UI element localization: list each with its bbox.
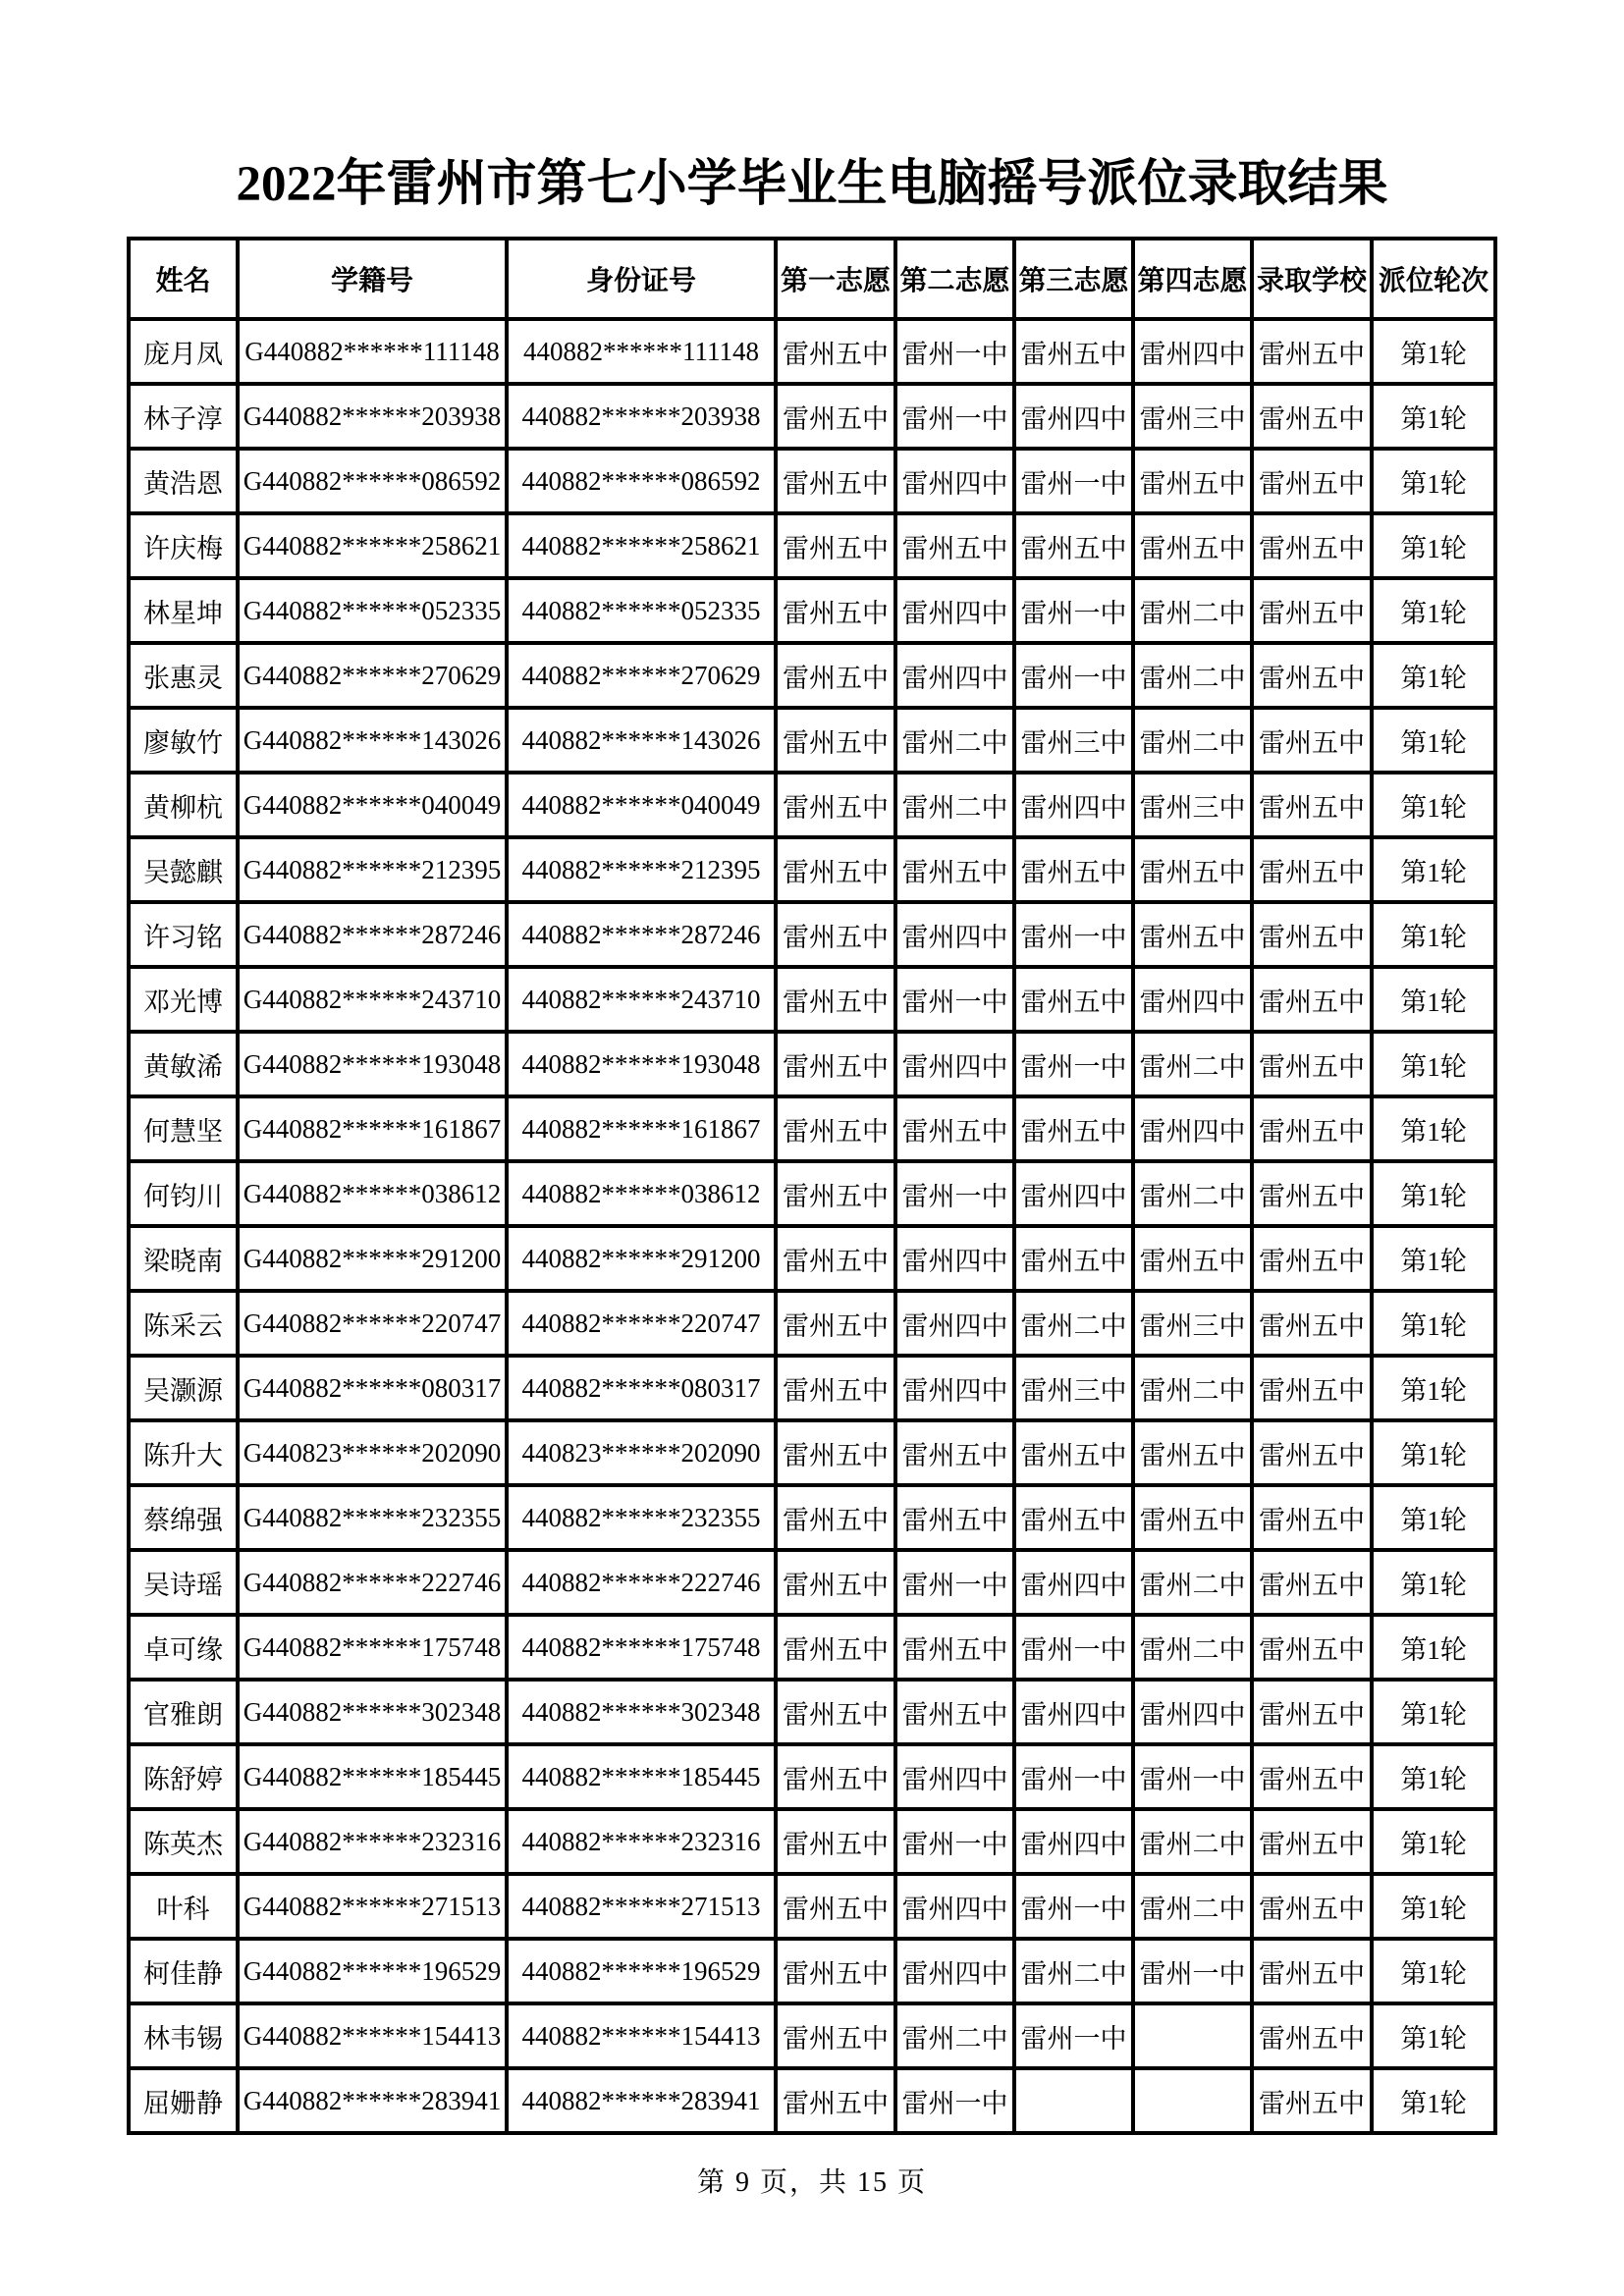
cell-id-card: 440882******143026 bbox=[507, 708, 776, 773]
table-row bbox=[129, 773, 1495, 837]
cell-choice-1: 雷州五中 bbox=[776, 1485, 895, 1550]
column-header-choice-3: 第三志愿 bbox=[1014, 239, 1133, 319]
cell-choice-4: 雷州四中 bbox=[1133, 1680, 1252, 1744]
cell-name: 陈英杰 bbox=[129, 1809, 238, 1874]
cell-choice-1: 雷州五中 bbox=[776, 643, 895, 708]
cell-choice-1: 雷州五中 bbox=[776, 1874, 895, 1939]
table-row bbox=[129, 1939, 1495, 2003]
table-row bbox=[129, 1226, 1495, 1291]
cell-student-id: G440882******283941 bbox=[238, 2068, 507, 2133]
cell-admitted-school: 雷州五中 bbox=[1252, 1032, 1372, 1096]
table-row bbox=[129, 1032, 1495, 1096]
cell-choice-3: 雷州一中 bbox=[1014, 643, 1133, 708]
cell-admitted-school: 雷州五中 bbox=[1252, 967, 1372, 1032]
cell-choice-2: 雷州五中 bbox=[895, 1096, 1014, 1161]
cell-admitted-school: 雷州五中 bbox=[1252, 2068, 1372, 2133]
cell-admitted-school: 雷州五中 bbox=[1252, 1874, 1372, 1939]
cell-id-card: 440882******193048 bbox=[507, 1032, 776, 1096]
results-table-body bbox=[129, 319, 1495, 2133]
cell-choice-1: 雷州五中 bbox=[776, 708, 895, 773]
cell-choice-3: 雷州一中 bbox=[1014, 1874, 1133, 1939]
cell-choice-1: 雷州五中 bbox=[776, 1096, 895, 1161]
cell-student-id: G440882******203938 bbox=[238, 384, 507, 449]
cell-choice-1: 雷州五中 bbox=[776, 1744, 895, 1809]
cell-choice-1: 雷州五中 bbox=[776, 1680, 895, 1744]
cell-name: 吴诗瑶 bbox=[129, 1550, 238, 1615]
cell-name: 陈采云 bbox=[129, 1291, 238, 1356]
cell-student-id: G440882******161867 bbox=[238, 1096, 507, 1161]
cell-choice-3: 雷州四中 bbox=[1014, 1680, 1133, 1744]
cell-admitted-school: 雷州五中 bbox=[1252, 643, 1372, 708]
cell-id-card: 440882******291200 bbox=[507, 1226, 776, 1291]
cell-name: 梁晓南 bbox=[129, 1226, 238, 1291]
cell-choice-2: 雷州一中 bbox=[895, 1161, 1014, 1226]
table-row bbox=[129, 1356, 1495, 1420]
page-footer: 第 9 页，共 15 页 bbox=[696, 2167, 927, 2199]
cell-choice-1: 雷州五中 bbox=[776, 513, 895, 578]
table-row bbox=[129, 2003, 1495, 2068]
cell-choice-4: 雷州二中 bbox=[1133, 643, 1252, 708]
table-row bbox=[129, 1744, 1495, 1809]
cell-choice-2: 雷州五中 bbox=[895, 1680, 1014, 1744]
cell-id-card: 440882******203938 bbox=[507, 384, 776, 449]
cell-name: 何慧坚 bbox=[129, 1096, 238, 1161]
cell-choice-1: 雷州五中 bbox=[776, 1161, 895, 1226]
table-row bbox=[129, 449, 1495, 513]
cell-choice-3: 雷州五中 bbox=[1014, 1485, 1133, 1550]
cell-choice-2: 雷州二中 bbox=[895, 708, 1014, 773]
cell-choice-4: 雷州四中 bbox=[1133, 319, 1252, 384]
cell-choice-3: 雷州五中 bbox=[1014, 1420, 1133, 1485]
cell-choice-2: 雷州四中 bbox=[895, 1744, 1014, 1809]
cell-choice-3: 雷州二中 bbox=[1014, 1291, 1133, 1356]
cell-choice-3: 雷州四中 bbox=[1014, 384, 1133, 449]
cell-placement-round: 第1轮 bbox=[1372, 1939, 1495, 2003]
cell-admitted-school: 雷州五中 bbox=[1252, 708, 1372, 773]
cell-id-card: 440882******052335 bbox=[507, 578, 776, 643]
column-header-placement-round: 派位轮次 bbox=[1372, 239, 1495, 319]
cell-choice-1: 雷州五中 bbox=[776, 1291, 895, 1356]
cell-choice-1: 雷州五中 bbox=[776, 1226, 895, 1291]
cell-choice-3: 雷州一中 bbox=[1014, 1615, 1133, 1680]
table-row bbox=[129, 1874, 1495, 1939]
table-row bbox=[129, 1809, 1495, 1874]
cell-placement-round: 第1轮 bbox=[1372, 1485, 1495, 1550]
column-header-student-id: 学籍号 bbox=[238, 239, 507, 319]
column-header-choice-4: 第四志愿 bbox=[1133, 239, 1252, 319]
cell-admitted-school: 雷州五中 bbox=[1252, 1420, 1372, 1485]
cell-student-id: G440882******080317 bbox=[238, 1356, 507, 1420]
cell-choice-4: 雷州二中 bbox=[1133, 1550, 1252, 1615]
cell-placement-round: 第1轮 bbox=[1372, 1550, 1495, 1615]
cell-id-card: 440882******212395 bbox=[507, 837, 776, 902]
cell-placement-round: 第1轮 bbox=[1372, 1420, 1495, 1485]
cell-name: 陈舒婷 bbox=[129, 1744, 238, 1809]
results-table bbox=[127, 237, 1497, 2135]
cell-id-card: 440882******080317 bbox=[507, 1356, 776, 1420]
cell-placement-round: 第1轮 bbox=[1372, 1744, 1495, 1809]
cell-placement-round: 第1轮 bbox=[1372, 2068, 1495, 2133]
cell-choice-1: 雷州五中 bbox=[776, 1420, 895, 1485]
cell-placement-round: 第1轮 bbox=[1372, 1291, 1495, 1356]
cell-id-card: 440882******287246 bbox=[507, 902, 776, 967]
cell-name: 廖敏竹 bbox=[129, 708, 238, 773]
cell-choice-1: 雷州五中 bbox=[776, 1550, 895, 1615]
cell-placement-round: 第1轮 bbox=[1372, 773, 1495, 837]
cell-choice-4: 雷州二中 bbox=[1133, 1161, 1252, 1226]
cell-id-card: 440882******220747 bbox=[507, 1291, 776, 1356]
cell-name: 张惠灵 bbox=[129, 643, 238, 708]
cell-choice-1: 雷州五中 bbox=[776, 449, 895, 513]
table-row bbox=[129, 513, 1495, 578]
cell-student-id: G440882******175748 bbox=[238, 1615, 507, 1680]
table-row bbox=[129, 578, 1495, 643]
cell-choice-2: 雷州一中 bbox=[895, 1809, 1014, 1874]
column-header-id-card: 身份证号 bbox=[507, 239, 776, 319]
table-row bbox=[129, 1420, 1495, 1485]
cell-admitted-school: 雷州五中 bbox=[1252, 449, 1372, 513]
cell-admitted-school: 雷州五中 bbox=[1252, 1680, 1372, 1744]
cell-placement-round: 第1轮 bbox=[1372, 1032, 1495, 1096]
column-header-choice-1: 第一志愿 bbox=[776, 239, 895, 319]
cell-admitted-school: 雷州五中 bbox=[1252, 837, 1372, 902]
cell-id-card: 440882******270629 bbox=[507, 643, 776, 708]
cell-student-id: G440882******154413 bbox=[238, 2003, 507, 2068]
cell-name: 黄敏浠 bbox=[129, 1032, 238, 1096]
cell-id-card: 440882******302348 bbox=[507, 1680, 776, 1744]
cell-placement-round: 第1轮 bbox=[1372, 1161, 1495, 1226]
cell-placement-round: 第1轮 bbox=[1372, 2003, 1495, 2068]
cell-choice-1: 雷州五中 bbox=[776, 1032, 895, 1096]
cell-student-id: G440882******258621 bbox=[238, 513, 507, 578]
cell-choice-1: 雷州五中 bbox=[776, 2068, 895, 2133]
cell-name: 叶科 bbox=[129, 1874, 238, 1939]
cell-admitted-school: 雷州五中 bbox=[1252, 1615, 1372, 1680]
cell-choice-2: 雷州五中 bbox=[895, 837, 1014, 902]
cell-choice-2: 雷州二中 bbox=[895, 2003, 1014, 2068]
cell-choice-1: 雷州五中 bbox=[776, 1356, 895, 1420]
cell-placement-round: 第1轮 bbox=[1372, 1226, 1495, 1291]
cell-admitted-school: 雷州五中 bbox=[1252, 2003, 1372, 2068]
column-header-admitted-school: 录取学校 bbox=[1252, 239, 1372, 319]
cell-placement-round: 第1轮 bbox=[1372, 1680, 1495, 1744]
table-row bbox=[129, 2068, 1495, 2133]
cell-choice-4: 雷州一中 bbox=[1133, 1744, 1252, 1809]
cell-student-id: G440882******220747 bbox=[238, 1291, 507, 1356]
cell-id-card: 440882******161867 bbox=[507, 1096, 776, 1161]
cell-admitted-school: 雷州五中 bbox=[1252, 319, 1372, 384]
cell-student-id: G440882******287246 bbox=[238, 902, 507, 967]
cell-student-id: G440882******040049 bbox=[238, 773, 507, 837]
cell-choice-4: 雷州一中 bbox=[1133, 1939, 1252, 2003]
table-row bbox=[129, 902, 1495, 967]
cell-choice-4: 雷州四中 bbox=[1133, 1096, 1252, 1161]
cell-name: 屈姗静 bbox=[129, 2068, 238, 2133]
cell-placement-round: 第1轮 bbox=[1372, 643, 1495, 708]
cell-choice-3: 雷州一中 bbox=[1014, 1744, 1133, 1809]
cell-choice-2: 雷州一中 bbox=[895, 384, 1014, 449]
cell-choice-1: 雷州五中 bbox=[776, 967, 895, 1032]
cell-choice-3 bbox=[1014, 2068, 1133, 2133]
cell-choice-3: 雷州三中 bbox=[1014, 1356, 1133, 1420]
cell-name: 黄柳杭 bbox=[129, 773, 238, 837]
cell-choice-4: 雷州五中 bbox=[1133, 1226, 1252, 1291]
cell-choice-3: 雷州五中 bbox=[1014, 967, 1133, 1032]
cell-id-card: 440882******175748 bbox=[507, 1615, 776, 1680]
cell-choice-3: 雷州一中 bbox=[1014, 1032, 1133, 1096]
cell-id-card: 440882******271513 bbox=[507, 1874, 776, 1939]
cell-name: 庞月凤 bbox=[129, 319, 238, 384]
cell-id-card: 440882******283941 bbox=[507, 2068, 776, 2133]
cell-student-id: G440882******196529 bbox=[238, 1939, 507, 2003]
cell-student-id: G440882******111148 bbox=[238, 319, 507, 384]
cell-admitted-school: 雷州五中 bbox=[1252, 1226, 1372, 1291]
column-header-choice-2: 第二志愿 bbox=[895, 239, 1014, 319]
column-header-name: 姓名 bbox=[129, 239, 238, 319]
cell-name: 许庆梅 bbox=[129, 513, 238, 578]
cell-placement-round: 第1轮 bbox=[1372, 449, 1495, 513]
cell-name: 卓可缘 bbox=[129, 1615, 238, 1680]
cell-choice-4: 雷州三中 bbox=[1133, 384, 1252, 449]
cell-choice-1: 雷州五中 bbox=[776, 1809, 895, 1874]
cell-name: 吴懿麒 bbox=[129, 837, 238, 902]
cell-choice-1: 雷州五中 bbox=[776, 1615, 895, 1680]
cell-id-card: 440882******196529 bbox=[507, 1939, 776, 2003]
cell-choice-2: 雷州五中 bbox=[895, 1615, 1014, 1680]
cell-student-id: G440882******086592 bbox=[238, 449, 507, 513]
cell-choice-2: 雷州五中 bbox=[895, 513, 1014, 578]
cell-choice-2: 雷州一中 bbox=[895, 2068, 1014, 2133]
cell-id-card: 440882******232316 bbox=[507, 1809, 776, 1874]
cell-admitted-school: 雷州五中 bbox=[1252, 578, 1372, 643]
cell-choice-2: 雷州一中 bbox=[895, 967, 1014, 1032]
cell-choice-4: 雷州二中 bbox=[1133, 708, 1252, 773]
cell-choice-3: 雷州四中 bbox=[1014, 1161, 1133, 1226]
cell-name: 林星坤 bbox=[129, 578, 238, 643]
cell-placement-round: 第1轮 bbox=[1372, 902, 1495, 967]
cell-choice-3: 雷州一中 bbox=[1014, 578, 1133, 643]
cell-student-id: G440882******052335 bbox=[238, 578, 507, 643]
table-row bbox=[129, 643, 1495, 708]
results-table-header-row bbox=[129, 239, 1495, 319]
cell-choice-2: 雷州五中 bbox=[895, 1420, 1014, 1485]
cell-admitted-school: 雷州五中 bbox=[1252, 773, 1372, 837]
cell-choice-3: 雷州五中 bbox=[1014, 319, 1133, 384]
cell-choice-4: 雷州二中 bbox=[1133, 1809, 1252, 1874]
table-row bbox=[129, 708, 1495, 773]
cell-admitted-school: 雷州五中 bbox=[1252, 902, 1372, 967]
cell-student-id: G440882******193048 bbox=[238, 1032, 507, 1096]
cell-choice-2: 雷州四中 bbox=[895, 902, 1014, 967]
cell-placement-round: 第1轮 bbox=[1372, 1874, 1495, 1939]
cell-id-card: 440882******111148 bbox=[507, 319, 776, 384]
table-row bbox=[129, 1096, 1495, 1161]
cell-choice-3: 雷州一中 bbox=[1014, 902, 1133, 967]
cell-name: 黄浩恩 bbox=[129, 449, 238, 513]
cell-choice-3: 雷州五中 bbox=[1014, 837, 1133, 902]
cell-choice-4: 雷州五中 bbox=[1133, 449, 1252, 513]
cell-id-card: 440882******243710 bbox=[507, 967, 776, 1032]
cell-id-card: 440882******086592 bbox=[507, 449, 776, 513]
cell-student-id: G440882******302348 bbox=[238, 1680, 507, 1744]
cell-id-card: 440882******258621 bbox=[507, 513, 776, 578]
cell-student-id: G440882******243710 bbox=[238, 967, 507, 1032]
cell-choice-4: 雷州三中 bbox=[1133, 773, 1252, 837]
cell-choice-4: 雷州五中 bbox=[1133, 1420, 1252, 1485]
cell-id-card: 440882******222746 bbox=[507, 1550, 776, 1615]
cell-choice-3: 雷州五中 bbox=[1014, 1226, 1133, 1291]
cell-student-id: G440882******143026 bbox=[238, 708, 507, 773]
cell-admitted-school: 雷州五中 bbox=[1252, 1550, 1372, 1615]
cell-id-card: 440882******040049 bbox=[507, 773, 776, 837]
cell-choice-4: 雷州四中 bbox=[1133, 967, 1252, 1032]
cell-choice-4: 雷州二中 bbox=[1133, 1032, 1252, 1096]
cell-admitted-school: 雷州五中 bbox=[1252, 513, 1372, 578]
cell-choice-2: 雷州五中 bbox=[895, 1485, 1014, 1550]
cell-student-id: G440882******271513 bbox=[238, 1874, 507, 1939]
cell-name: 官雅朗 bbox=[129, 1680, 238, 1744]
cell-choice-1: 雷州五中 bbox=[776, 837, 895, 902]
cell-choice-3: 雷州四中 bbox=[1014, 1550, 1133, 1615]
cell-choice-3: 雷州三中 bbox=[1014, 708, 1133, 773]
cell-id-card: 440882******154413 bbox=[507, 2003, 776, 2068]
cell-admitted-school: 雷州五中 bbox=[1252, 1744, 1372, 1809]
cell-choice-1: 雷州五中 bbox=[776, 902, 895, 967]
cell-choice-1: 雷州五中 bbox=[776, 578, 895, 643]
table-row bbox=[129, 1485, 1495, 1550]
cell-id-card: 440882******038612 bbox=[507, 1161, 776, 1226]
cell-student-id: G440882******185445 bbox=[238, 1744, 507, 1809]
cell-choice-1: 雷州五中 bbox=[776, 1939, 895, 2003]
cell-choice-2: 雷州二中 bbox=[895, 773, 1014, 837]
cell-student-id: G440882******232355 bbox=[238, 1485, 507, 1550]
cell-name: 吴灏源 bbox=[129, 1356, 238, 1420]
cell-choice-4: 雷州五中 bbox=[1133, 837, 1252, 902]
cell-choice-4: 雷州二中 bbox=[1133, 1615, 1252, 1680]
cell-admitted-school: 雷州五中 bbox=[1252, 1939, 1372, 2003]
cell-name: 何钧川 bbox=[129, 1161, 238, 1226]
cell-admitted-school: 雷州五中 bbox=[1252, 1356, 1372, 1420]
cell-choice-2: 雷州四中 bbox=[895, 578, 1014, 643]
cell-choice-2: 雷州四中 bbox=[895, 1874, 1014, 1939]
cell-placement-round: 第1轮 bbox=[1372, 1356, 1495, 1420]
cell-choice-4 bbox=[1133, 2003, 1252, 2068]
cell-name: 蔡绵强 bbox=[129, 1485, 238, 1550]
cell-choice-3: 雷州五中 bbox=[1014, 513, 1133, 578]
cell-admitted-school: 雷州五中 bbox=[1252, 1291, 1372, 1356]
table-row bbox=[129, 1550, 1495, 1615]
cell-choice-4: 雷州二中 bbox=[1133, 578, 1252, 643]
cell-placement-round: 第1轮 bbox=[1372, 578, 1495, 643]
cell-student-id: G440882******270629 bbox=[238, 643, 507, 708]
table-row bbox=[129, 1680, 1495, 1744]
cell-choice-2: 雷州四中 bbox=[895, 449, 1014, 513]
cell-choice-2: 雷州四中 bbox=[895, 1939, 1014, 2003]
table-row bbox=[129, 837, 1495, 902]
cell-choice-1: 雷州五中 bbox=[776, 384, 895, 449]
cell-student-id: G440882******212395 bbox=[238, 837, 507, 902]
cell-choice-3: 雷州一中 bbox=[1014, 449, 1133, 513]
cell-choice-2: 雷州一中 bbox=[895, 1550, 1014, 1615]
cell-placement-round: 第1轮 bbox=[1372, 384, 1495, 449]
cell-choice-2: 雷州四中 bbox=[895, 1356, 1014, 1420]
cell-placement-round: 第1轮 bbox=[1372, 319, 1495, 384]
cell-choice-3: 雷州五中 bbox=[1014, 1096, 1133, 1161]
cell-choice-4 bbox=[1133, 2068, 1252, 2133]
cell-choice-4: 雷州五中 bbox=[1133, 902, 1252, 967]
cell-admitted-school: 雷州五中 bbox=[1252, 384, 1372, 449]
cell-choice-3: 雷州四中 bbox=[1014, 773, 1133, 837]
table-row bbox=[129, 1291, 1495, 1356]
table-row bbox=[129, 1615, 1495, 1680]
cell-choice-4: 雷州五中 bbox=[1133, 1485, 1252, 1550]
cell-choice-1: 雷州五中 bbox=[776, 773, 895, 837]
cell-admitted-school: 雷州五中 bbox=[1252, 1096, 1372, 1161]
cell-placement-round: 第1轮 bbox=[1372, 837, 1495, 902]
cell-id-card: 440882******232355 bbox=[507, 1485, 776, 1550]
cell-name: 陈升大 bbox=[129, 1420, 238, 1485]
cell-student-id: G440882******038612 bbox=[238, 1161, 507, 1226]
cell-choice-4: 雷州二中 bbox=[1133, 1356, 1252, 1420]
cell-name: 林子淳 bbox=[129, 384, 238, 449]
table-row bbox=[129, 319, 1495, 384]
cell-choice-3: 雷州四中 bbox=[1014, 1809, 1133, 1874]
cell-placement-round: 第1轮 bbox=[1372, 967, 1495, 1032]
cell-id-card: 440823******202090 bbox=[507, 1420, 776, 1485]
cell-choice-3: 雷州一中 bbox=[1014, 2003, 1133, 2068]
cell-choice-2: 雷州一中 bbox=[895, 319, 1014, 384]
cell-student-id: G440882******232316 bbox=[238, 1809, 507, 1874]
cell-name: 邓光博 bbox=[129, 967, 238, 1032]
cell-choice-2: 雷州四中 bbox=[895, 1032, 1014, 1096]
cell-choice-4: 雷州三中 bbox=[1133, 1291, 1252, 1356]
cell-choice-1: 雷州五中 bbox=[776, 2003, 895, 2068]
cell-id-card: 440882******185445 bbox=[507, 1744, 776, 1809]
cell-choice-2: 雷州四中 bbox=[895, 643, 1014, 708]
cell-placement-round: 第1轮 bbox=[1372, 1809, 1495, 1874]
cell-admitted-school: 雷州五中 bbox=[1252, 1809, 1372, 1874]
cell-placement-round: 第1轮 bbox=[1372, 1096, 1495, 1161]
cell-choice-4: 雷州二中 bbox=[1133, 1874, 1252, 1939]
cell-student-id: G440882******222746 bbox=[238, 1550, 507, 1615]
cell-placement-round: 第1轮 bbox=[1372, 1615, 1495, 1680]
cell-student-id: G440823******202090 bbox=[238, 1420, 507, 1485]
cell-name: 许习铭 bbox=[129, 902, 238, 967]
cell-admitted-school: 雷州五中 bbox=[1252, 1161, 1372, 1226]
cell-choice-1: 雷州五中 bbox=[776, 319, 895, 384]
cell-admitted-school: 雷州五中 bbox=[1252, 1485, 1372, 1550]
table-row bbox=[129, 384, 1495, 449]
cell-student-id: G440882******291200 bbox=[238, 1226, 507, 1291]
cell-choice-3: 雷州二中 bbox=[1014, 1939, 1133, 2003]
cell-choice-4: 雷州五中 bbox=[1133, 513, 1252, 578]
table-row bbox=[129, 967, 1495, 1032]
cell-placement-round: 第1轮 bbox=[1372, 708, 1495, 773]
cell-name: 柯佳静 bbox=[129, 1939, 238, 2003]
table-row bbox=[129, 1161, 1495, 1226]
page-title: 2022年雷州市第七小学毕业生电脑摇号派位录取结果 bbox=[236, 157, 1388, 212]
cell-choice-2: 雷州四中 bbox=[895, 1226, 1014, 1291]
cell-placement-round: 第1轮 bbox=[1372, 513, 1495, 578]
cell-choice-2: 雷州四中 bbox=[895, 1291, 1014, 1356]
cell-name: 林韦锡 bbox=[129, 2003, 238, 2068]
